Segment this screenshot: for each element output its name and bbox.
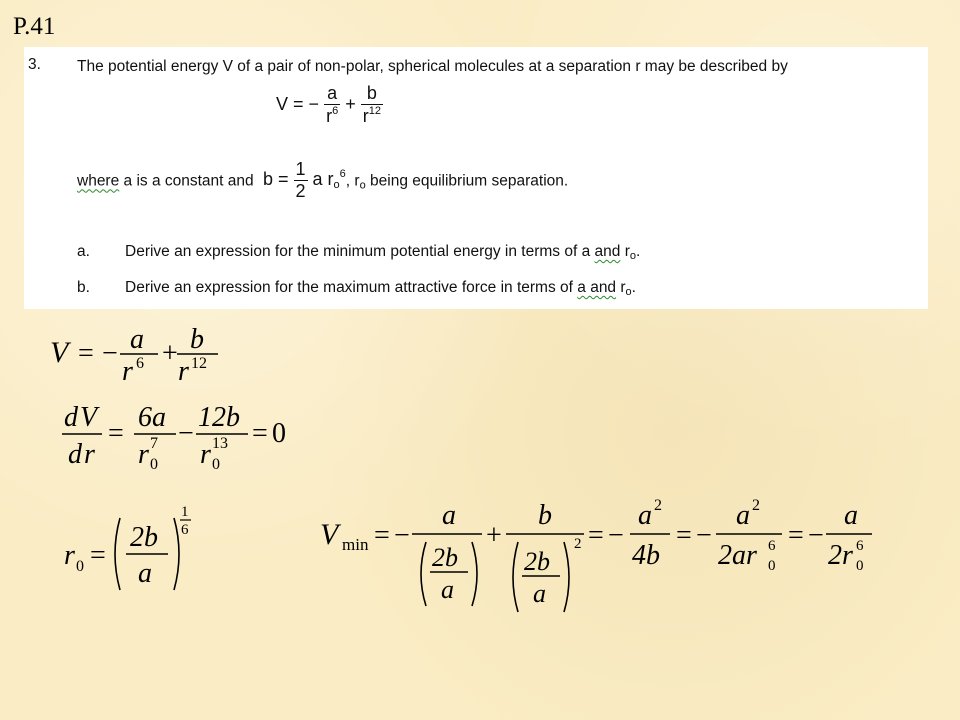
svg-text:=: = (374, 520, 390, 551)
svg-text:0: 0 (272, 418, 286, 449)
svg-text:a: a (533, 579, 546, 608)
svg-text:2ar: 2ar (718, 540, 757, 571)
svg-text:d: d (64, 402, 78, 433)
question-number: 3. (28, 56, 41, 73)
svg-text:0: 0 (76, 558, 84, 575)
svg-text:r: r (138, 439, 149, 470)
svg-text:6: 6 (768, 538, 776, 554)
svg-text:+: + (486, 520, 502, 551)
svg-text:6: 6 (136, 355, 144, 372)
svg-text:12b: 12b (198, 402, 240, 433)
svg-text:6: 6 (181, 522, 189, 538)
svg-text:1: 1 (181, 504, 189, 520)
svg-text:2b: 2b (130, 522, 158, 553)
svg-text:r: r (200, 439, 211, 470)
svg-text:a: a (736, 500, 750, 531)
svg-text:r: r (84, 439, 95, 470)
question-formula-v: V = − $\frac{a}{r^6}$ + $\frac{b}{r^{12}}$ (276, 83, 381, 126)
svg-text:=: = (588, 520, 604, 551)
svg-text:6a: 6a (138, 402, 166, 433)
svg-text:0: 0 (150, 456, 158, 473)
svg-text:=: = (108, 418, 124, 449)
svg-text:a: a (638, 500, 652, 531)
question-where-line: where a is a constant and b = $\frac{1}{2}$ a $r_o^6$, $r_o$ being equilibrium separation. (77, 159, 569, 201)
svg-text:4b: 4b (632, 540, 660, 571)
svg-text:0: 0 (212, 456, 220, 473)
svg-text:2: 2 (752, 497, 760, 514)
svg-text:a: a (844, 500, 858, 531)
svg-text:a: a (138, 558, 152, 589)
equation-derivative (56, 396, 296, 476)
svg-text:r: r (122, 356, 133, 387)
svg-text:=: = (252, 418, 268, 449)
svg-text:r: r (64, 540, 75, 571)
svg-text:12: 12 (191, 355, 207, 372)
svg-text:2b: 2b (524, 547, 550, 576)
part-b-text: Derive an expression for the maximum attractive force in terms of a and $r_o$. (125, 279, 636, 298)
page-number: P.41 (13, 13, 56, 40)
question-intro: The potential energy V of a pair of non-polar, spherical molecules at a separation r may be described by (77, 58, 788, 75)
svg-text:0: 0 (768, 558, 776, 574)
svg-text:=: = (78, 338, 94, 369)
svg-text:+: + (162, 338, 178, 369)
svg-text:min: min (342, 535, 369, 554)
svg-text:=: = (676, 520, 692, 551)
svg-text:r: r (178, 356, 189, 387)
svg-text:V: V (50, 336, 69, 369)
svg-text:b: b (190, 324, 204, 355)
svg-text:−: − (608, 520, 624, 551)
part-a-label: a. (77, 243, 90, 260)
svg-text:0: 0 (856, 558, 864, 574)
svg-text:6: 6 (856, 538, 864, 554)
part-b-label: b. (77, 279, 90, 296)
question-box (24, 47, 928, 309)
part-a-text: Derive an expression for the minimum potential energy in terms of a and $r_o$. (125, 243, 641, 262)
svg-text:V: V (320, 518, 339, 551)
svg-text:a: a (442, 500, 456, 531)
svg-text:b: b (538, 500, 552, 531)
svg-text:a: a (441, 575, 454, 604)
svg-text:2r: 2r (828, 540, 853, 571)
svg-text:2: 2 (574, 536, 582, 552)
svg-text:13: 13 (212, 435, 228, 452)
svg-text:V: V (80, 402, 98, 433)
svg-text:2: 2 (654, 497, 662, 514)
svg-text:a: a (130, 324, 144, 355)
equation-equilibrium-separation (60, 496, 210, 596)
svg-text:−: − (808, 520, 824, 551)
equation-potential (40, 312, 240, 392)
svg-text:−: − (696, 520, 712, 551)
svg-text:−: − (178, 418, 194, 449)
equation-minimum-energy (316, 494, 896, 618)
svg-text:=: = (90, 540, 106, 571)
svg-text:−: − (102, 338, 118, 369)
svg-text:2b: 2b (432, 543, 458, 572)
svg-text:=: = (788, 520, 804, 551)
svg-text:7: 7 (150, 435, 158, 452)
svg-text:d: d (68, 439, 82, 470)
svg-text:−: − (394, 520, 410, 551)
